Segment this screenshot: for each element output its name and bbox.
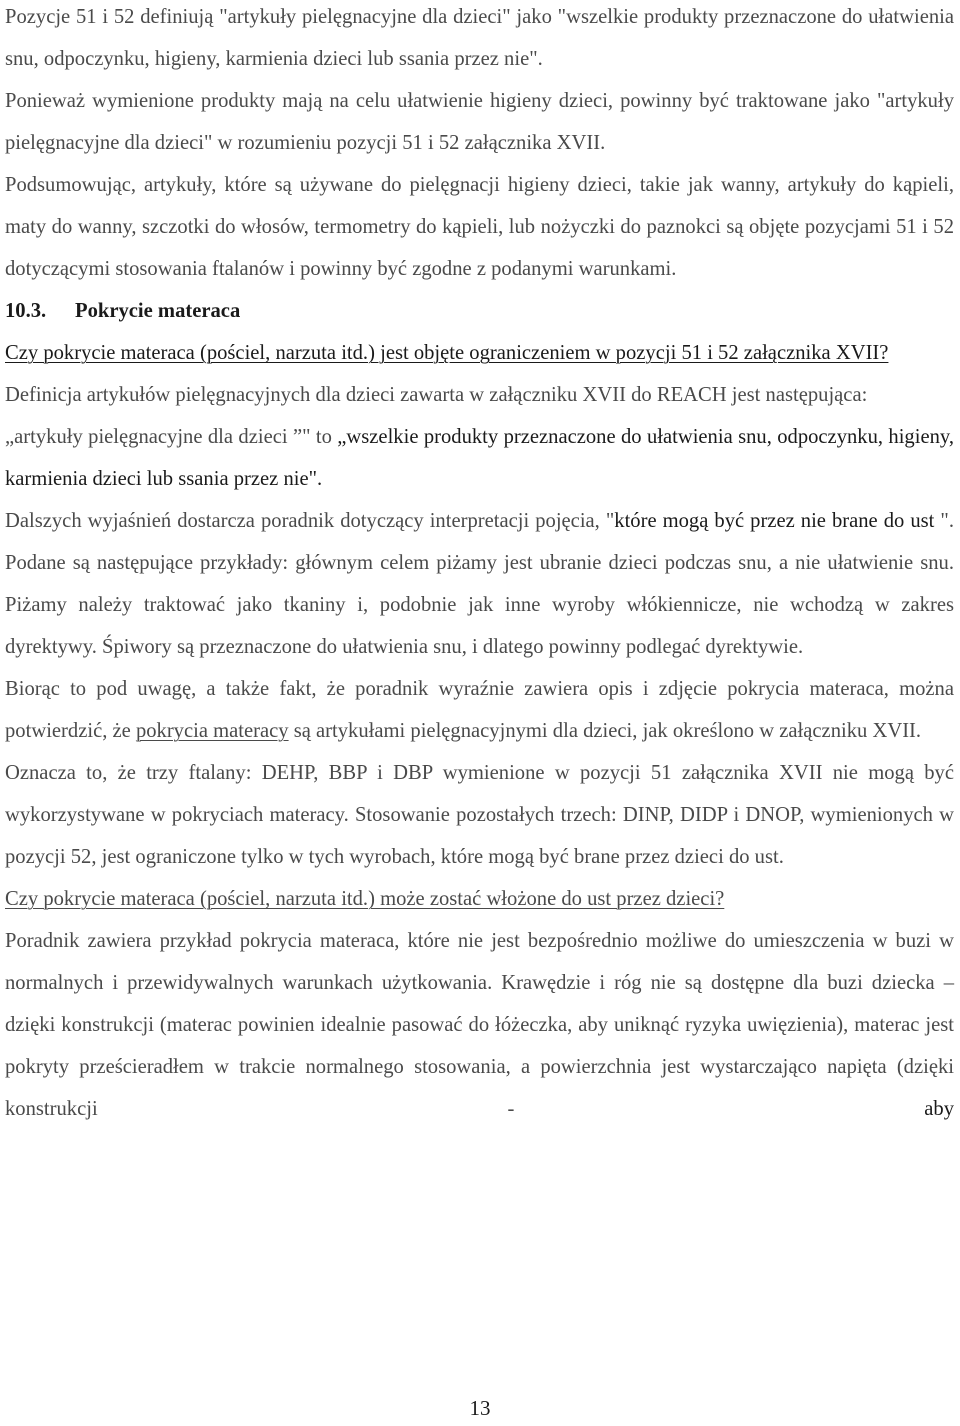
paragraph-definition-positions: Pozycje 51 i 52 definiują "artykuły pielęgnacyjne dla dzieci" jako "wszelkie produkty przeznaczone do ułatwienia snu, odpoczynku, higieny, karmienia dzieci lub ssania przez nie". (5, 6, 954, 70)
definition-paragraph (5, 416, 954, 500)
definition-term: „artykuły pielęgnacyjne dla dzieci ”" to (5, 426, 338, 448)
section-heading (5, 290, 954, 332)
paragraph-summary: Podsumowując, artykuły, które są używane do pielęgnacji higieny dzieci, takie jak wanny, artykuły do kąpieli, maty do wanny, szczotki do włosów, termometry do kąpieli, lub nożyczki do paznokci są objęte pozycjami 51 i 52 dotyczącymi stosowania ftalanów i powinny być zgodne z podanymi warunkami. (5, 174, 954, 280)
question-1 (5, 332, 954, 374)
guidance-part1: Dalszych wyjaśnień dostarcza poradnik dotyczący interpretacji pojęcia, " (5, 510, 615, 532)
conclusion-underlined: pokrycia materacy (135, 720, 289, 742)
conclusion-part1: Biorąc to pod uwagę, a także fakt, że poradnik wyraźnie zawiera opis i zdjęcie pokrycia materaca, można potwierdzić, że (5, 678, 954, 742)
guidance-part2: ". Podane są następujące przykłady: głównym celem piżamy jest ubranie dzieci podczas snu, a nie ułatwienie snu. Piżamy należy traktować jako tkaniny i, podobnie jak inne wyroby włókiennicze, nie wchodzą w zakres dyrektywy. Śpiwory są przeznaczone do ułatwienia snu, i dlatego powinny podlegać dyrektywie. (5, 510, 954, 658)
conclusion-part2: są artykułami pielęgnacyjnymi dla dzieci, jak określono w załączniku XVII. (288, 720, 922, 742)
question-2 (5, 878, 954, 920)
paragraph-hygiene: Ponieważ wymienione produkty mają na celu ułatwienie higieny dzieci, powinny być traktowane jako "artykuły pielęgnacyjne dla dzieci" w rozumieniu pozycji 51 i 52 załącznika XVII. (5, 90, 954, 154)
section-title: Pokrycie materaca (75, 300, 241, 322)
final-part1: Poradnik zawiera przykład pokrycia materaca, które nie jest bezpośrednio możliwe do umieszczenia w buzi w normalnych i przewidywalnych warunkach użytkowania. Krawędzie i róg nie są dostępne dla buzi dziecka – dzięki konstrukcji (materac powinien idealnie pasować do łóżeczka, aby uniknąć ryzyka uwięzienia), materac jest pokryty prześcieradłem w trakcie normalnego stosowania, a powierzchnia jest wystarczająco napięta (dzięki konstrukcji - (5, 930, 954, 1120)
definition-text: „wszelkie produkty przeznaczone do ułatwienia snu, odpoczynku, higieny, karmienia dzieci lub ssania przez nie". (5, 426, 954, 490)
phthalates-paragraph: Oznacza to, że trzy ftalany: DEHP, BBP i DBP wymienione w pozycji 51 załącznika XVII nie mogą być wykorzystywane w pokryciach materacy. Stosowanie pozostałych trzech: DINP, DIDP i DNOP, wymienionych w pozycji 52, jest ograniczone tylko w tych wyrobach, które mogą być brane przez dzieci do ust. (5, 762, 954, 868)
question-2-text: Czy pokrycie materaca (pościel, narzuta itd.) może zostać włożone do ust przez dzieci? (5, 888, 725, 910)
final-part2: aby (924, 1098, 954, 1120)
definition-intro: Definicja artykułów pielęgnacyjnych dla dzieci zawarta w załączniku XVII do REACH jest następująca: (5, 384, 868, 406)
guidance-quote: które mogą być przez nie brane do ust (614, 510, 935, 532)
question-1-text: Czy pokrycie materaca (pościel, narzuta itd.) jest objęte ograniczeniem w pozycji 51 i 52 załącznika XVII? (5, 342, 889, 364)
conclusion-paragraph (5, 668, 954, 752)
final-paragraph (5, 920, 954, 1130)
guidance-paragraph (5, 500, 954, 668)
page-number: 13 (469, 1396, 491, 1420)
section-number: 10.3. (5, 300, 47, 322)
